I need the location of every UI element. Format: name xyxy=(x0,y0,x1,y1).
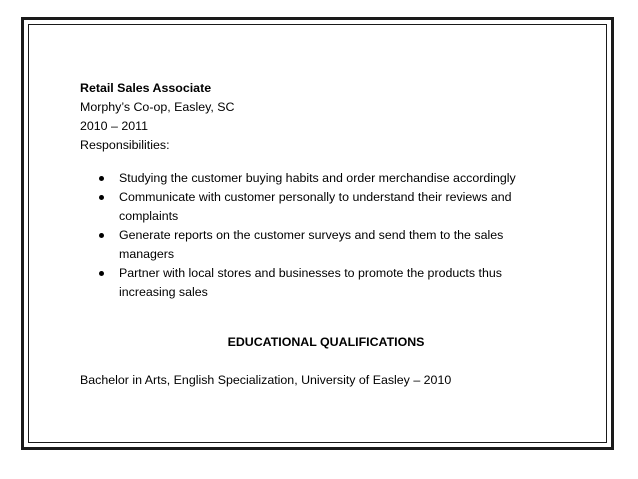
responsibility-text: Generate reports on the customer surveys and send them to the sales managers xyxy=(119,228,504,261)
resume-content xyxy=(80,79,580,390)
bullet-icon xyxy=(99,176,104,181)
employment-dates: 2010 – 2011 xyxy=(80,119,148,133)
education-degree: Bachelor in Arts, English Specialization, University of Easley – 2010 xyxy=(80,373,452,387)
responsibility-text: Studying the customer buying habits and order merchandise accordingly xyxy=(119,171,516,185)
list-item xyxy=(80,264,559,302)
list-item xyxy=(80,226,559,264)
list-item xyxy=(80,188,559,226)
responsibilities-label: Responsibilities: xyxy=(80,138,170,152)
bullet-icon xyxy=(99,195,104,200)
employer: Morphy’s Co-op, Easley, SC xyxy=(80,100,235,114)
responsibilities-list xyxy=(80,169,580,302)
list-item xyxy=(80,169,559,188)
responsibility-text: Partner with local stores and businesses to promote the products thus increasing sales xyxy=(119,266,502,299)
responsibility-text: Communicate with customer personally to understand their reviews and complaints xyxy=(119,190,512,223)
bullet-icon xyxy=(99,271,104,276)
bullet-icon xyxy=(99,233,104,238)
education-heading: EDUCATIONAL QUALIFICATIONS xyxy=(227,335,425,349)
job-title: Retail Sales Associate xyxy=(80,81,212,95)
